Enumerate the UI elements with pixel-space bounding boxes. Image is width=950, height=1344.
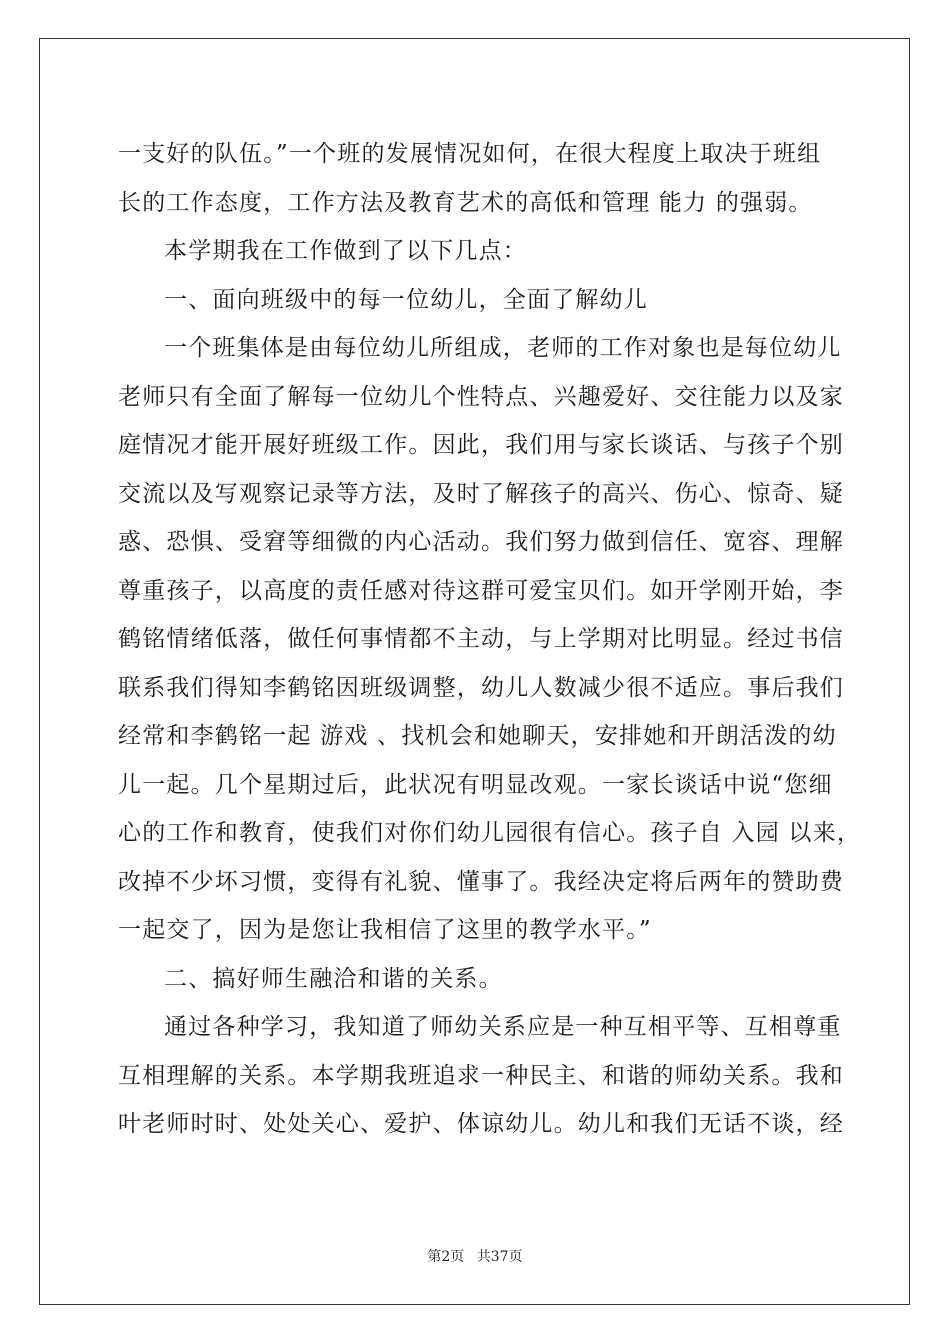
text-line: 尊重孩子，以高度的责任感对待这群可爱宝贝们。如开学刚开始，李 <box>118 577 844 604</box>
text-line: 老师只有全面了解每一位幼儿个性特点、兴趣爱好、交往能力以及家 <box>118 383 844 410</box>
text-line: 互相理解的关系。本学期我班追求一种民主、和谐的师幼关系。我和 <box>118 1062 844 1089</box>
text-line: 一起交了，因为是您让我相信了这里的教学水平。” <box>118 917 652 943</box>
text-line: 交流以及写观察记录等方法，及时了解孩子的高兴、伤心、惊奇、疑 <box>118 480 844 507</box>
text-line: 经常和李鹤铭一起 游戏 、找机会和她聊天，安排她和开朗活泼的幼 <box>118 723 837 749</box>
text-line: 庭情况才能开展好班级工作。因此，我们用与家长谈话、与孩子个别 <box>118 432 844 458</box>
text-line: 儿一起。几个星期过后，此状况有明显改观。一家长谈话中说“您细 <box>118 771 833 798</box>
text-line: 联系我们得知李鹤铭因班级调整，幼儿人数减少很不适应。事后我们 <box>118 674 844 701</box>
text-line: 本学期我在工作做到了以下几点： <box>164 238 527 264</box>
section-heading: 二、搞好师生融洽和谐的关系。 <box>164 965 503 992</box>
text-line: 长的工作态度，工作方法及教育艺术的高低和管理 能力 的强弱。 <box>118 189 813 216</box>
text-line: 叶老师时时、处处关心、爱护、体谅幼儿。幼儿和我们无话不谈，经 <box>118 1111 844 1137</box>
page-number: 第2页 <box>427 1249 465 1265</box>
text-line: 心的工作和教育，使我们对你们幼儿园很有信心。孩子自 入园 以来， <box>118 820 862 846</box>
text-line: 惑、恐惧、受窘等细微的内心活动。我们努力做到信任、宽容、理解 <box>118 529 844 555</box>
total-pages: 共37页 <box>476 1249 523 1265</box>
document-body <box>118 130 862 1149</box>
text-line: 一个班集体是由每位幼儿所组成，老师的工作对象也是每位幼儿 <box>164 335 842 361</box>
section-heading: 一、面向班级中的每一位幼儿，全面了解幼儿 <box>164 286 648 313</box>
page-footer <box>0 1246 950 1266</box>
text-line: 通过各种学习，我知道了师幼关系应是一种互相平等、互相尊重 <box>164 1014 842 1040</box>
text-line: 一支好的队伍。”一个班的发展情况如何，在很大程度上取决于班组 <box>118 141 822 167</box>
text-line: 改掉不少坏习惯，变得有礼貌、懂事了。我经决定将后两年的赞助费 <box>118 868 844 895</box>
text-line: 鹤铭情绪低落，做任何事情都不主动，与上学期对比明显。经过书信 <box>118 626 844 652</box>
